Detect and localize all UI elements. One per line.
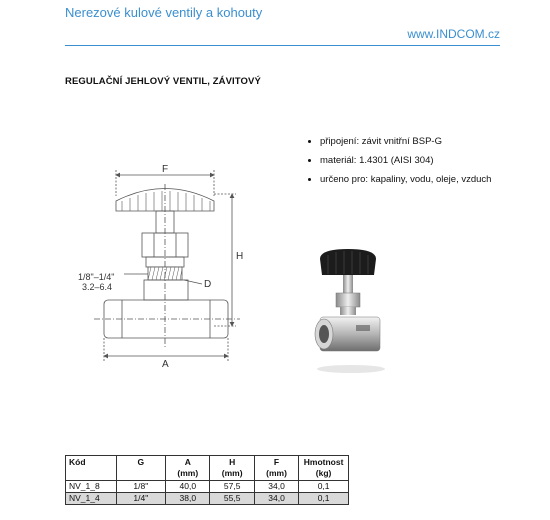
header-url[interactable]: www.INDCOM.cz [407,27,500,41]
header-title: Nerezové kulové ventily a kohouty [65,5,263,20]
dimension-table [65,455,349,505]
spec-list [300,135,525,192]
col-header-a: A (mm) [166,456,210,481]
dim-label-h: H [236,251,244,262]
cell-h: 55,5 [210,493,254,505]
cell-g: 1/4" [116,493,166,505]
cell-code: NV_1_4 [66,493,117,505]
cell-a: 38,0 [166,493,210,505]
cell-f: 34,0 [254,481,298,493]
col-header-h: H (mm) [210,456,254,481]
spec-item-connection: • připojení: závit vnitřní BSP-G [320,135,525,148]
col-header-f: F (mm) [254,456,298,481]
cell-g: 1/8" [116,481,166,493]
table-row [66,481,349,493]
table-header-row [66,456,349,481]
valve-product-image [312,245,390,375]
table-row [66,493,349,505]
header-rule [65,45,500,46]
document-title: REGULAČNÍ JEHLOVÝ VENTIL, ZÁVITOVÝ [65,76,261,87]
col-header-code: Kód [66,456,117,481]
valve-technical-drawing [64,156,264,368]
cell-a: 40,0 [166,481,210,493]
thread-label-inch: 1/8"–1/4" [78,272,115,282]
cell-weight: 0,1 [299,481,349,493]
spec-item-usage: • určeno pro: kapaliny, vodu, oleje, vzduch [320,173,525,186]
dim-label-d: D [204,279,212,290]
thread-label-mm: 3.2–6.4 [82,282,113,292]
col-header-weight: Hmotnost (kg) [299,456,349,481]
cell-h: 57,5 [210,481,254,493]
cell-weight: 0,1 [299,493,349,505]
cell-code: NV_1_8 [66,481,117,493]
spec-item-material: • materiál: 1.4301 (AISI 304) [320,154,525,167]
cell-f: 34,0 [254,493,298,505]
dim-label-a: A [162,359,169,368]
col-header-g: G [116,456,166,481]
dim-label-f: F [162,164,169,175]
